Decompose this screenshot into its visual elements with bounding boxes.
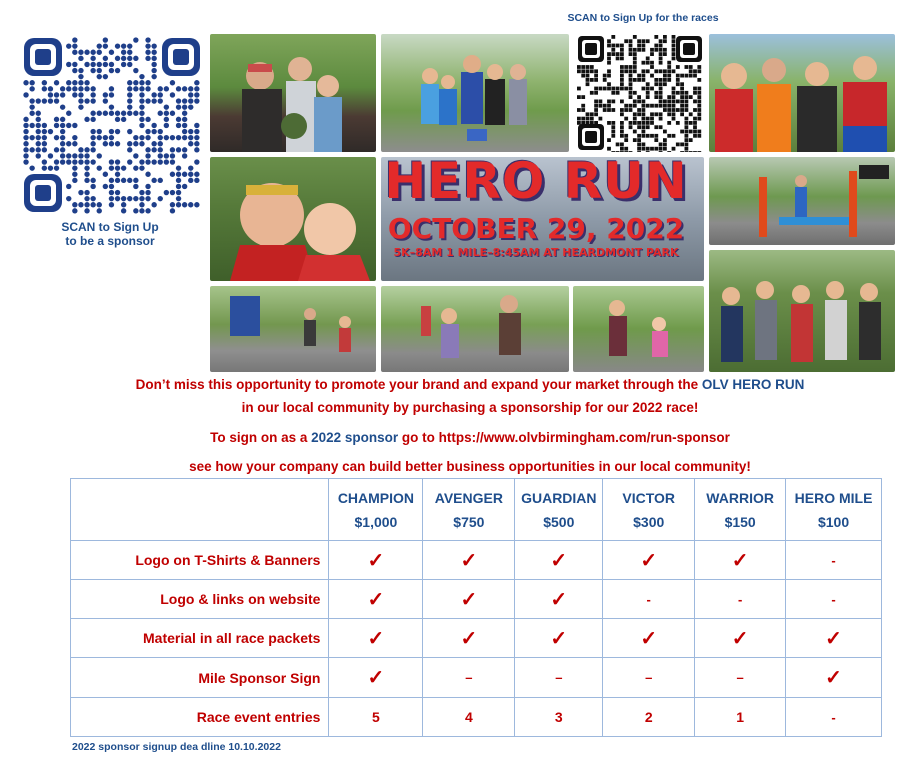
promo-line-2: in our local community by purchasing a sponsorship for our 2022 race! <box>241 400 699 415</box>
benefit-label: Material in all race packets <box>71 619 329 658</box>
promo-line-4: see how your company can build better business opportunities in our local community! <box>189 459 751 474</box>
table-row <box>71 619 882 658</box>
sponsor-url-text[interactable]: go to https://www.olvbirmingham.com/run-sponsor <box>398 430 730 445</box>
benefit-label: Logo & links on website <box>71 580 329 619</box>
check-icon: ✓ <box>329 580 423 619</box>
check-icon: ✓ <box>786 619 882 658</box>
entry-count: 2 <box>603 698 695 737</box>
entry-count: 5 <box>329 698 423 737</box>
sponsor-year-highlight: 2022 sponsor <box>311 430 399 445</box>
not-included-dash: - <box>786 580 882 619</box>
table-row <box>71 698 882 737</box>
hero-run-title: HERO RUN <box>384 152 688 210</box>
race-qr-caption: SCAN to Sign Up for the races <box>567 12 719 24</box>
check-icon: ✓ <box>329 541 423 580</box>
benefit-label: Mile Sponsor Sign <box>71 658 329 698</box>
sponsor-qr-code[interactable] <box>22 36 202 214</box>
not-included-dash: – <box>695 658 786 698</box>
check-icon: ✓ <box>515 541 603 580</box>
promo-line-3 <box>80 430 860 445</box>
costumed-adults-photo <box>709 34 895 152</box>
promo-line-1 <box>80 377 860 392</box>
sponsorship-tiers-table <box>70 478 882 737</box>
check-icon: ✓ <box>603 541 695 580</box>
check-icon: ✓ <box>695 619 786 658</box>
tier-header-victor: VICTOR $300 <box>603 479 695 541</box>
check-icon: ✓ <box>329 619 423 658</box>
not-included-dash: - <box>695 580 786 619</box>
entry-count: 4 <box>423 698 515 737</box>
signup-deadline: 2022 sponsor signup dea dline 10.10.2022 <box>72 741 281 753</box>
table-row <box>71 541 882 580</box>
hero-run-date: OCTOBER 29, 2022 <box>387 212 685 245</box>
family-photo <box>210 34 376 152</box>
table-corner-cell <box>71 479 329 541</box>
check-icon: ✓ <box>423 580 515 619</box>
superhero-kids-photo <box>381 34 569 152</box>
check-icon: ✓ <box>423 541 515 580</box>
benefit-label: Logo on T-Shirts & Banners <box>71 541 329 580</box>
sponsor-qr-caption-line2: to be a sponsor <box>65 234 155 248</box>
sponsor-qr-caption <box>40 220 180 248</box>
check-icon: ✓ <box>603 619 695 658</box>
not-included-dash: – <box>515 658 603 698</box>
not-included-dash: – <box>603 658 695 698</box>
table-row <box>71 580 882 619</box>
hero-run-banner <box>366 150 706 265</box>
check-icon: ✓ <box>423 619 515 658</box>
olv-hero-run-highlight: OLV HERO RUN <box>701 377 805 392</box>
entry-count: 3 <box>515 698 603 737</box>
table-header-row <box>71 479 882 541</box>
check-icon: ✓ <box>515 580 603 619</box>
check-icon: ✓ <box>515 619 603 658</box>
race-signup-qr-code[interactable] <box>576 34 704 152</box>
tier-header-guardian: GUARDIAN $500 <box>515 479 603 541</box>
not-included-dash: - <box>603 580 695 619</box>
sponsor-qr-caption-line1: SCAN to Sign Up <box>61 220 159 234</box>
runners-photo-3 <box>573 286 704 372</box>
check-icon: ✓ <box>695 541 786 580</box>
hero-run-subtitle: 5K–8AM 1 MILE–8:45AM AT HEARDMONT PARK <box>393 246 679 259</box>
kids-runners-photo <box>709 250 895 372</box>
check-icon: ✓ <box>329 658 423 698</box>
tier-header-hero-mile: HERO MILE $100 <box>786 479 882 541</box>
runners-photo-1 <box>210 286 376 372</box>
not-included-dash: – <box>423 658 515 698</box>
check-icon: ✓ <box>786 658 882 698</box>
runners-photo-2 <box>381 286 569 372</box>
not-included-dash: - <box>786 541 882 580</box>
wonder-woman-mom-photo <box>210 157 376 281</box>
benefit-label: Race event entries <box>71 698 329 737</box>
finish-line-photo <box>709 157 895 245</box>
tier-header-champion: CHAMPION $1,000 <box>329 479 423 541</box>
tier-header-warrior: WARRIOR $150 <box>695 479 786 541</box>
promo-line-1-text: Don’t miss this opportunity to promote your brand and expand your market through the <box>135 377 702 392</box>
not-included-dash: - <box>786 698 882 737</box>
tier-header-avenger: AVENGER $750 <box>423 479 515 541</box>
table-row <box>71 658 882 698</box>
promo-line-3-start: To sign on as a <box>210 430 312 445</box>
entry-count: 1 <box>695 698 786 737</box>
